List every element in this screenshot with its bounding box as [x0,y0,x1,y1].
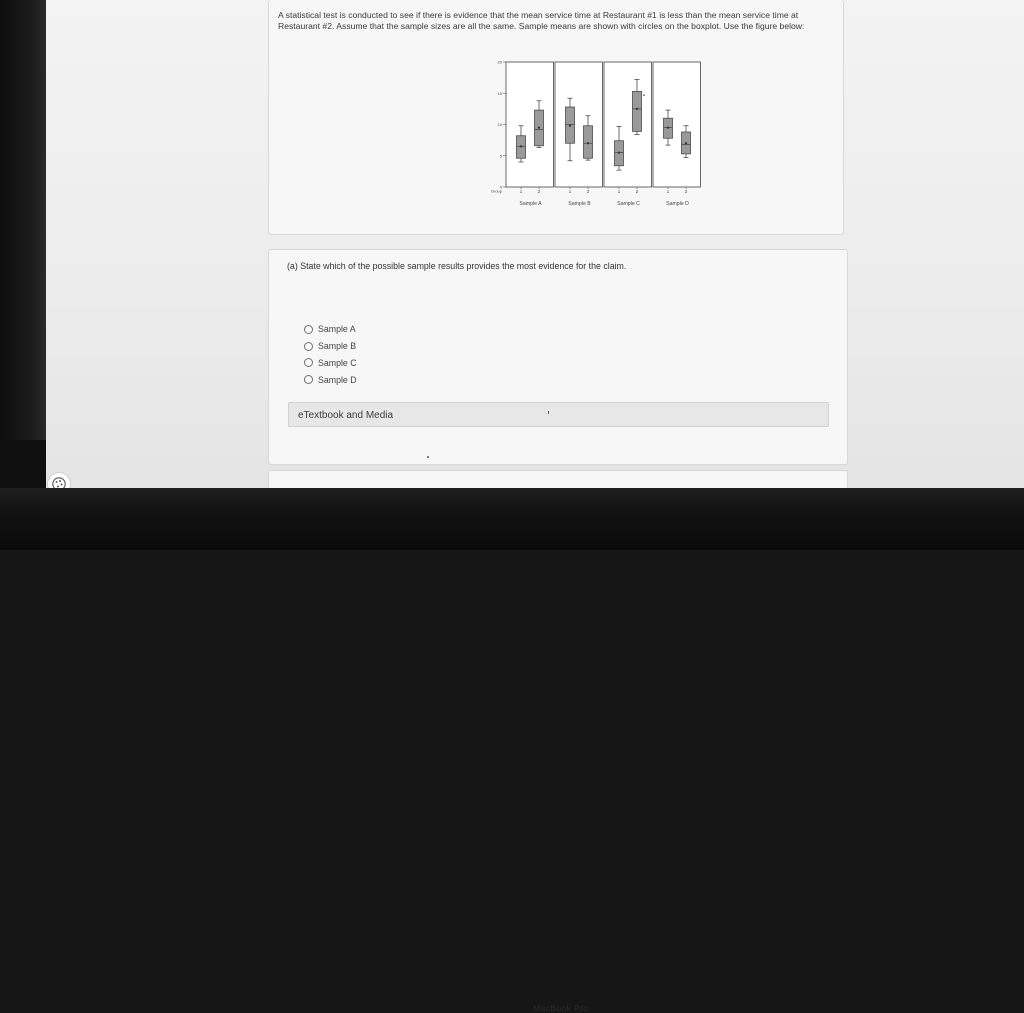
part-a-options [304,321,357,388]
y-tick-label: 5 [499,153,502,159]
panel-frame [604,62,652,187]
mean-marker [667,127,669,129]
panel-frame [506,62,554,187]
x-group-label: Group [490,188,502,194]
y-tick-label: 10 [497,122,502,127]
x-tick-label: 2 [537,189,541,194]
x-tick-label: 1 [519,189,523,194]
mean-marker [538,127,540,129]
outlier-point [643,94,645,96]
mean-marker [587,142,589,144]
option-label: Sample C [318,357,357,368]
radio-icon[interactable] [304,325,313,334]
option-label: Sample A [318,324,356,335]
option-label: Sample D [318,374,357,385]
left-bezel [0,0,46,488]
left-bezel-strip [0,440,46,488]
device-label: MacBook Pro [533,1003,589,1013]
x-tick-label: 1 [617,189,621,194]
y-tick-label: 20 [497,59,502,65]
panel-frame [653,62,701,187]
stray-dot [427,456,429,458]
x-tick-label: 2 [635,189,639,194]
part-a-prompt: (a) State which of the possible sample results provides the most evidence for the claim. [287,261,627,271]
option-sample-a[interactable] [304,321,357,338]
panel-label: Sample B [568,201,591,207]
question-text: A statistical test is conducted to see if there is evidence that the mean service time at Restaurant #1 is less than the mean service time at Restaurant #2. Assume that the sample sizes are all the same. Sample means are shown with circles on the boxplot. Use the figure below: [278,10,805,31]
option-sample-c[interactable] [304,355,357,372]
x-tick-label: 2 [684,189,688,194]
radio-icon[interactable] [304,358,313,367]
y-tick-label: 15 [497,90,502,96]
x-tick-label: 2 [586,189,590,194]
panel-label: Sample A [519,201,542,207]
x-tick-label: 1 [568,189,572,194]
box [584,126,593,159]
option-sample-b[interactable] [304,338,357,355]
boxplot-chart [442,54,689,214]
option-label: Sample B [318,341,357,352]
panel-label: Sample C [617,201,640,207]
option-sample-d[interactable] [304,371,357,388]
screen [0,0,1024,488]
panel-frame [555,62,603,187]
mean-marker [636,108,638,110]
stray-dot [548,411,549,414]
laptop-bezel [0,488,1024,1013]
x-tick-label: 1 [666,189,670,194]
panel-label: Sample D [666,201,689,207]
page [46,0,1024,488]
radio-icon[interactable] [304,375,313,384]
box [633,91,642,131]
mean-marker [569,125,571,127]
mean-marker [618,152,620,154]
mean-marker [520,145,522,147]
radio-icon[interactable] [304,342,313,351]
etextbook-media-button[interactable]: eTextbook and Media [288,402,829,427]
y-tick-label: 0 [499,184,502,190]
mean-marker [685,142,687,144]
